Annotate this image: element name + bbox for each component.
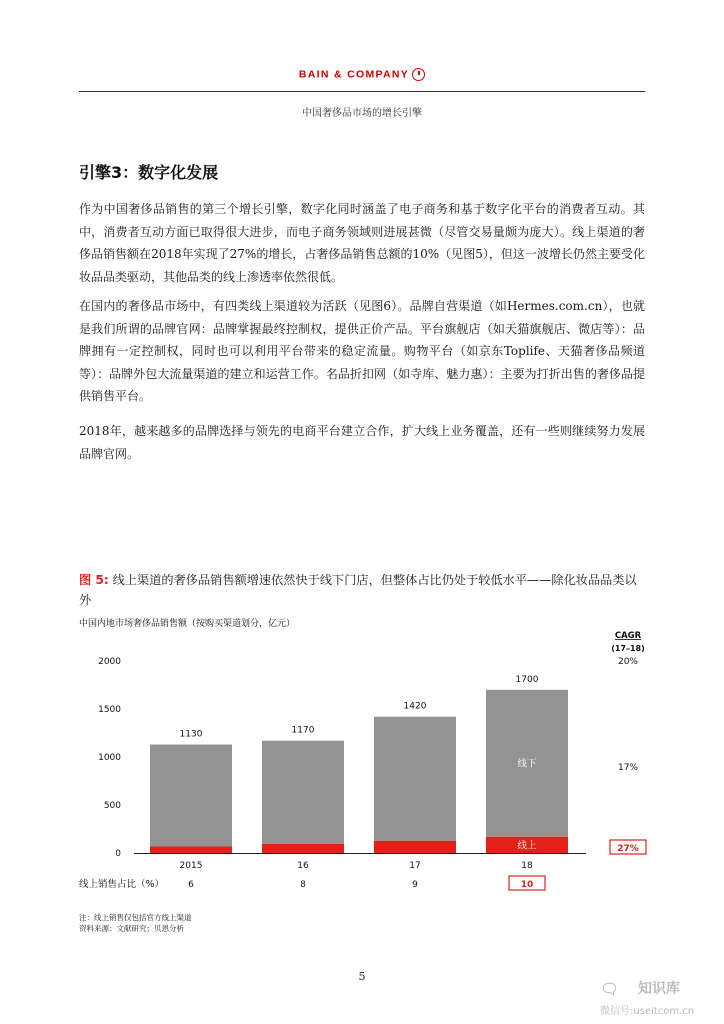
cagr-title: CAGR [614, 631, 642, 641]
bar-total-label: 1130 [179, 729, 203, 740]
y-tick-label: 2000 [98, 657, 121, 667]
section-title: 引擎3：数字化发展 [79, 163, 219, 182]
bar-total-label: 1700 [515, 674, 539, 685]
y-tick-label: 1000 [98, 753, 121, 763]
bar-offline [374, 717, 456, 841]
brand-name: BAIN & COMPANY [298, 68, 410, 81]
body-paragraph-3: 2018年，越来越多的品牌选择与领先的电商平台建立合作，扩大线上业务覆盖，还有一些则继续努力发展品牌官网。 [79, 424, 645, 461]
bar-online [374, 841, 456, 853]
bar-online [262, 844, 344, 853]
wechat-icon: 🗨 [600, 980, 620, 998]
body-paragraph-2: 在国内的奢侈品市场中，有四类线上渠道较为活跃（见图6）。品牌自营渠道（如Hermes.com.cn），也就是我们所谓的品牌官网：品牌掌握最终控制权，提供正价产品。平台旗舰店（如天猫旗舰店、微店等）：品牌拥有一定控制权，同时也可以利用平台带来的稳定流量。购物平台（如京东Toplife、天猫奢侈品频道等）：品牌外包大流量渠道的建立和运营工作。名品折扣网（如寺库、魅力惠）：主要为打折出售的奢侈品提供销售平台。 [79, 299, 645, 403]
body-paragraph-1: 作为中国奢侈品销售的第三个增长引擎，数字化同时涵盖了电子商务和基于数字化平台的消费者互动。其中，消费者互动方面已取得很大进步，而电子商务领域则进展甚微（尽管交易量颇为庞大）。线上渠道的奢侈品销售额在2018年实现了27%的增长，占奢侈品销售总额的10%（见图5），但这一波增长仍然主要受化妆品品类驱动，其他品类的线上渗透率依然很低。 [79, 202, 645, 284]
chart-source: 资料来源：文献研究；贝恩分析 [79, 924, 184, 933]
page-number: 5 [358, 970, 366, 983]
x-tick-label: 17 [409, 861, 421, 871]
online-share-value: 8 [300, 880, 306, 890]
series-label-offline: 线下 [517, 758, 537, 770]
figure-caption-text: 线上渠道的奢侈品销售额增速依然快于线下门店，但整体占比仍处于较低水平——除化妆品品类以外 [79, 573, 637, 607]
y-tick-label: 500 [103, 801, 121, 811]
x-tick-label: 16 [297, 861, 309, 871]
chart-notes [79, 912, 192, 934]
series-label-online: 线上 [517, 840, 537, 852]
running-title: 中国奢侈品市场的增长引擎 [302, 108, 422, 119]
chart-note: 注：线上销售仅包括官方线上渠道 [79, 913, 192, 922]
cagr-online: 27% [617, 844, 639, 854]
bar-total-label: 1170 [291, 725, 315, 736]
x-tick-label: 18 [521, 861, 533, 871]
y-tick-label: 1500 [98, 705, 121, 715]
cagr-total: 20% [617, 657, 639, 667]
bar-online [150, 846, 232, 853]
watermark-name: 知识库 [638, 981, 680, 997]
online-share-value: 9 [412, 880, 418, 890]
y-tick-label: 0 [115, 849, 121, 859]
online-share-value: 10 [520, 880, 534, 890]
online-share-value: 6 [188, 880, 194, 890]
figure-label: 图 5: [79, 573, 109, 587]
cagr-offline: 17% [617, 763, 639, 773]
x-tick-label: 2015 [179, 861, 203, 871]
bar-offline [150, 745, 232, 847]
chart-subtitle: 中国内地市场奢侈品销售额（按购买渠道划分，亿元） [79, 619, 296, 629]
bar-total-label: 1420 [403, 701, 427, 712]
online-share-label: 线上销售占比（%） [79, 879, 165, 890]
cagr-period: (17–18) [611, 644, 645, 653]
watermark [598, 978, 722, 1018]
watermark-id: 微信号:useitcom.cn [600, 1006, 695, 1017]
bar-offline [262, 741, 344, 844]
